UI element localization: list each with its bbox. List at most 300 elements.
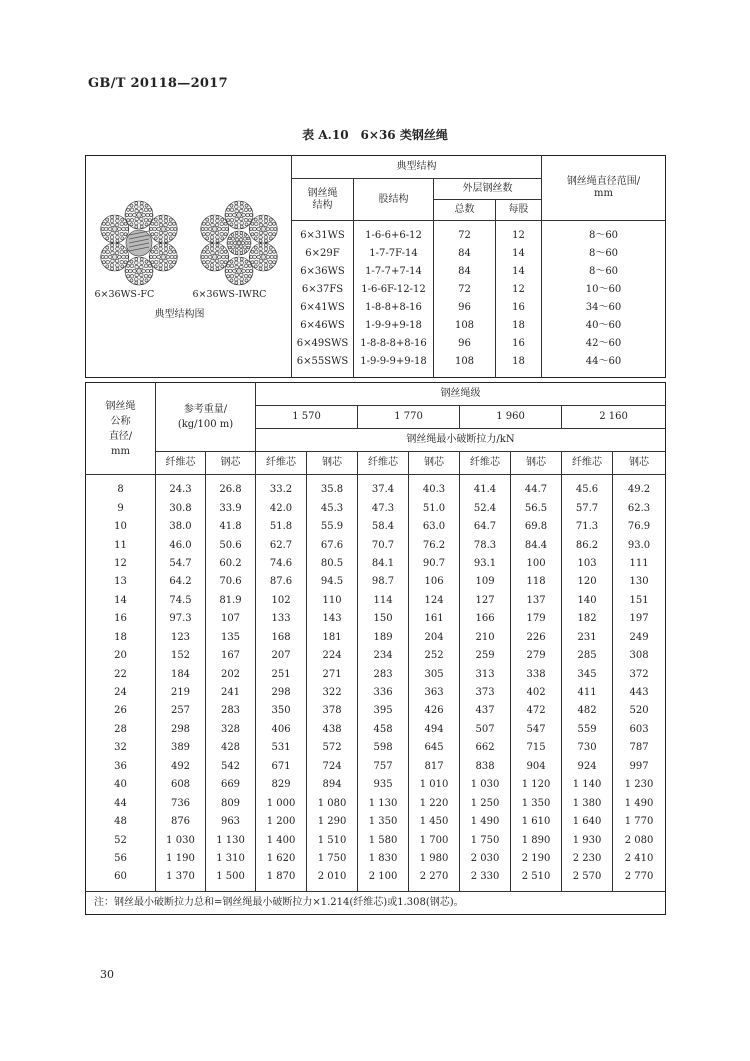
force-cell: 231 — [562, 629, 613, 647]
grade-header: 钢丝绳级 — [256, 383, 666, 406]
rope-structure-header: 钢丝绳 结构 — [292, 179, 354, 221]
force-cell: 1 080 — [307, 794, 358, 812]
force-cell: 103 — [562, 555, 613, 573]
force-cell: 1 870 — [256, 868, 307, 891]
force-cell: 817 — [409, 758, 460, 776]
diameter-cell: 12 — [114, 557, 127, 569]
force-cell: 189 — [358, 629, 409, 647]
force-cell: 603 — [613, 721, 666, 739]
diagram-label-fc: 6×36WS-FC — [94, 288, 155, 300]
table-row — [86, 776, 666, 794]
force-cell: 109 — [460, 573, 511, 591]
table-row — [86, 610, 666, 628]
diameter-cell: 10 — [114, 521, 127, 533]
force-cell: 56.5 — [511, 499, 562, 517]
force-cell: 924 — [562, 758, 613, 776]
table-row — [86, 665, 666, 683]
structure-table — [85, 155, 666, 378]
per-cell: 12 — [496, 221, 542, 246]
force-cell: 322 — [307, 684, 358, 702]
force-cell: 40.3 — [409, 475, 460, 500]
force-cell: 305 — [409, 665, 460, 683]
weight-steel-cell: 1 500 — [206, 868, 256, 891]
fiber-core-header: 纤维芯 — [358, 452, 409, 475]
weight-steel-cell: 135 — [206, 629, 256, 647]
range-cell: 44～60 — [542, 353, 666, 378]
diameter-cell: 24 — [114, 687, 127, 699]
force-cell: 45.3 — [307, 499, 358, 517]
force-cell: 598 — [358, 739, 409, 757]
force-cell: 1 350 — [358, 813, 409, 831]
weight-fiber-cell: 123 — [156, 629, 206, 647]
table-row — [86, 684, 666, 702]
table-row — [86, 702, 666, 720]
total-cell: 84 — [434, 263, 496, 281]
weight-steel-cell: 50.6 — [206, 536, 256, 554]
force-cell: 559 — [562, 721, 613, 739]
min-breaking-force-header: 钢丝绳最小破断拉力/kN — [256, 429, 666, 452]
force-cell: 1 380 — [562, 794, 613, 812]
fiber-core-header: 纤维芯 — [156, 452, 206, 475]
force-cell: 572 — [307, 739, 358, 757]
force-cell: 234 — [358, 647, 409, 665]
force-cell: 44.7 — [511, 475, 562, 500]
weight-fiber-cell: 38.0 — [156, 518, 206, 536]
weight-fiber-cell: 30.8 — [156, 499, 206, 517]
weight-fiber-cell: 608 — [156, 776, 206, 794]
force-cell: 829 — [256, 776, 307, 794]
force-cell: 94.5 — [307, 573, 358, 591]
force-cell: 935 — [358, 776, 409, 794]
force-cell: 207 — [256, 647, 307, 665]
typical-structure-header: 典型结构 — [292, 156, 542, 179]
force-cell: 120 — [562, 573, 613, 591]
table-row — [86, 536, 666, 554]
weight-fiber-cell: 24.3 — [156, 475, 206, 500]
range-cell: 42～60 — [542, 335, 666, 353]
force-cell: 252 — [409, 647, 460, 665]
per-strand-header: 每股 — [496, 200, 542, 221]
weight-fiber-cell: 492 — [156, 758, 206, 776]
force-cell: 730 — [562, 739, 613, 757]
force-cell: 308 — [613, 647, 666, 665]
weight-fiber-cell: 152 — [156, 647, 206, 665]
grade-1770: 1 770 — [358, 406, 460, 429]
force-cell: 2 030 — [460, 850, 511, 868]
weight-steel-cell: 26.8 — [206, 475, 256, 500]
force-cell: 87.6 — [256, 573, 307, 591]
diameter-cell: 60 — [114, 871, 127, 883]
force-cell: 111 — [613, 555, 666, 573]
weight-fiber-cell: 74.5 — [156, 592, 206, 610]
force-cell: 715 — [511, 739, 562, 757]
force-cell: 84.4 — [511, 536, 562, 554]
fiber-core-header: 纤维芯 — [562, 452, 613, 475]
force-cell: 143 — [307, 610, 358, 628]
table-row — [86, 518, 666, 536]
table-row — [86, 647, 666, 665]
force-cell: 259 — [460, 647, 511, 665]
diameter-cell: 56 — [114, 852, 127, 864]
force-cell: 150 — [358, 610, 409, 628]
total-cell: 72 — [434, 221, 496, 246]
force-cell: 1 830 — [358, 850, 409, 868]
outer-wires-header: 外层钢丝数 — [434, 179, 542, 200]
force-cell: 114 — [358, 592, 409, 610]
diameter-cell: 48 — [114, 816, 127, 828]
force-cell: 37.4 — [358, 475, 409, 500]
diameter-cell: 13 — [114, 576, 127, 588]
table-title: 表 A.10 6×36 类钢丝绳 — [302, 128, 448, 142]
range-cell: 10～60 — [542, 281, 666, 299]
force-cell: 35.8 — [307, 475, 358, 500]
weight-steel-cell: 41.8 — [206, 518, 256, 536]
weight-steel-cell: 241 — [206, 684, 256, 702]
force-cell: 507 — [460, 721, 511, 739]
weight-steel-cell: 1 130 — [206, 831, 256, 849]
per-cell: 12 — [496, 281, 542, 299]
range-cell: 40～60 — [542, 317, 666, 335]
table-row — [86, 868, 666, 891]
force-cell: 338 — [511, 665, 562, 683]
diameter-cell: 44 — [114, 797, 127, 809]
force-cell: 1 250 — [460, 794, 511, 812]
diameter-cell: 18 — [114, 631, 127, 643]
grade-1960: 1 960 — [460, 406, 562, 429]
force-cell: 494 — [409, 721, 460, 739]
per-cell: 16 — [496, 335, 542, 353]
strand-structure-header: 股结构 — [354, 179, 434, 221]
rope-cell: 6×37FS — [292, 281, 354, 299]
force-cell: 84.1 — [358, 555, 409, 573]
force-cell: 894 — [307, 776, 358, 794]
force-cell: 2 330 — [460, 868, 511, 891]
force-cell: 547 — [511, 721, 562, 739]
force-cell: 1 120 — [511, 776, 562, 794]
table-row — [86, 831, 666, 849]
diameter-cell: 20 — [114, 650, 127, 662]
force-cell: 133 — [256, 610, 307, 628]
force-cell: 130 — [613, 573, 666, 591]
standard-code: GB/T 20118—2017 — [88, 76, 228, 91]
force-cell: 210 — [460, 629, 511, 647]
strand-cell: 1-9-9-9+9-18 — [354, 353, 434, 378]
table-row — [86, 555, 666, 573]
force-cell: 100 — [511, 555, 562, 573]
strand-cell: 1-7-7+7-14 — [354, 263, 434, 281]
force-cell: 1 200 — [256, 813, 307, 831]
table-row — [86, 721, 666, 739]
weight-steel-cell: 1 310 — [206, 850, 256, 868]
diameter-cell: 8 — [86, 475, 156, 500]
force-cell: 373 — [460, 684, 511, 702]
force-cell: 1 770 — [613, 813, 666, 831]
force-cell: 51.0 — [409, 499, 460, 517]
weight-steel-cell: 283 — [206, 702, 256, 720]
force-cell: 671 — [256, 758, 307, 776]
table-row — [86, 475, 666, 500]
force-cell: 78.3 — [460, 536, 511, 554]
strand-cell: 1-6-6F-12-12 — [354, 281, 434, 299]
reference-weight-header: 参考重量/ (kg/100 m) — [156, 383, 256, 452]
force-cell: 102 — [256, 592, 307, 610]
force-cell: 298 — [256, 684, 307, 702]
per-cell: 14 — [496, 263, 542, 281]
force-cell: 197 — [613, 610, 666, 628]
force-cell: 2 570 — [562, 868, 613, 891]
strand-cell: 1-8-8-8+8-16 — [354, 335, 434, 353]
force-cell: 2 510 — [511, 868, 562, 891]
force-cell: 90.7 — [409, 555, 460, 573]
force-cell: 997 — [613, 758, 666, 776]
weight-fiber-cell: 184 — [156, 665, 206, 683]
force-cell: 93.1 — [460, 555, 511, 573]
force-cell: 76.9 — [613, 518, 666, 536]
force-cell: 98.7 — [358, 573, 409, 591]
force-cell: 757 — [358, 758, 409, 776]
force-cell: 1 930 — [562, 831, 613, 849]
per-cell: 18 — [496, 353, 542, 378]
force-cell: 70.7 — [358, 536, 409, 554]
table-row — [86, 592, 666, 610]
weight-fiber-cell: 1 190 — [156, 850, 206, 868]
total-cell: 84 — [434, 245, 496, 263]
force-cell: 1 490 — [613, 794, 666, 812]
force-cell: 438 — [307, 721, 358, 739]
total-cell: 108 — [434, 317, 496, 335]
weight-fiber-cell: 64.2 — [156, 573, 206, 591]
force-cell: 63.0 — [409, 518, 460, 536]
diameter-cell: 26 — [114, 705, 127, 717]
force-cell: 2 010 — [307, 868, 358, 891]
force-cell: 313 — [460, 665, 511, 683]
force-cell: 531 — [256, 739, 307, 757]
weight-steel-cell: 81.9 — [206, 592, 256, 610]
force-cell: 363 — [409, 684, 460, 702]
force-cell: 1 620 — [256, 850, 307, 868]
force-cell: 76.2 — [409, 536, 460, 554]
force-cell: 1 580 — [358, 831, 409, 849]
force-cell: 1 700 — [409, 831, 460, 849]
force-cell: 57.7 — [562, 499, 613, 517]
rope-cell: 6×46WS — [292, 317, 354, 335]
weight-fiber-cell: 736 — [156, 794, 206, 812]
force-cell: 86.2 — [562, 536, 613, 554]
force-cell: 1 130 — [358, 794, 409, 812]
range-cell: 8～60 — [542, 245, 666, 263]
table-row — [86, 629, 666, 647]
force-cell: 345 — [562, 665, 613, 683]
rope-cell: 6×36WS — [292, 263, 354, 281]
weight-steel-cell: 167 — [206, 647, 256, 665]
rope-diagrams — [87, 199, 291, 335]
weight-fiber-cell: 1 370 — [156, 868, 206, 891]
diagram-cell — [86, 156, 292, 378]
force-cell: 279 — [511, 647, 562, 665]
force-cell: 181 — [307, 629, 358, 647]
weight-steel-cell: 202 — [206, 665, 256, 683]
rope-cell: 6×49SWS — [292, 335, 354, 353]
force-cell: 33.2 — [256, 475, 307, 500]
weight-fiber-cell: 876 — [156, 813, 206, 831]
force-cell: 106 — [409, 573, 460, 591]
table-row — [86, 794, 666, 812]
force-cell: 1 490 — [460, 813, 511, 831]
force-cell: 1 610 — [511, 813, 562, 831]
force-cell: 1 400 — [256, 831, 307, 849]
force-cell: 2 100 — [358, 868, 409, 891]
weight-fiber-cell: 97.3 — [156, 610, 206, 628]
steel-core-header: 钢芯 — [307, 452, 358, 475]
force-cell: 41.4 — [460, 475, 511, 500]
grade-1570: 1 570 — [256, 406, 358, 429]
force-cell: 93.0 — [613, 536, 666, 554]
rope-cell: 6×29F — [292, 245, 354, 263]
total-cell: 72 — [434, 281, 496, 299]
weight-steel-cell: 809 — [206, 794, 256, 812]
force-cell: 271 — [307, 665, 358, 683]
force-cell: 204 — [409, 629, 460, 647]
steel-core-header: 钢芯 — [206, 452, 256, 475]
rope-cell: 6×41WS — [292, 299, 354, 317]
force-cell: 69.8 — [511, 518, 562, 536]
force-cell: 406 — [256, 721, 307, 739]
table-row — [86, 758, 666, 776]
rope-cell: 6×55SWS — [292, 353, 354, 378]
force-cell: 350 — [256, 702, 307, 720]
force-cell: 1 140 — [562, 776, 613, 794]
force-cell: 47.3 — [358, 499, 409, 517]
diameter-cell: 9 — [117, 502, 124, 514]
total-cell: 96 — [434, 299, 496, 317]
table-row — [86, 813, 666, 831]
weight-steel-cell: 33.9 — [206, 499, 256, 517]
force-cell: 118 — [511, 573, 562, 591]
diameter-cell: 28 — [114, 723, 127, 735]
range-cell: 34～60 — [542, 299, 666, 317]
force-cell: 904 — [511, 758, 562, 776]
force-cell: 1 000 — [256, 794, 307, 812]
force-cell: 64.7 — [460, 518, 511, 536]
grade-2160: 2 160 — [562, 406, 666, 429]
force-cell: 110 — [307, 592, 358, 610]
weight-steel-cell: 963 — [206, 813, 256, 831]
force-cell: 645 — [409, 739, 460, 757]
force-cell: 1 220 — [409, 794, 460, 812]
force-cell: 166 — [460, 610, 511, 628]
force-cell: 251 — [256, 665, 307, 683]
diameter-cell: 32 — [114, 742, 127, 754]
total-header: 总数 — [434, 200, 496, 221]
force-cell: 179 — [511, 610, 562, 628]
force-cell: 787 — [613, 739, 666, 757]
weight-fiber-cell: 389 — [156, 739, 206, 757]
weight-steel-cell: 107 — [206, 610, 256, 628]
total-cell: 108 — [434, 353, 496, 378]
force-cell: 724 — [307, 758, 358, 776]
force-cell: 1 750 — [307, 850, 358, 868]
diameter-cell: 14 — [114, 594, 127, 606]
steel-core-header: 钢芯 — [511, 452, 562, 475]
force-cell: 443 — [613, 684, 666, 702]
table-note: 注：钢丝最小破断拉力总和=钢丝绳最小破断拉力×1.214(纤维芯)或1.308(钢芯)。 — [86, 891, 666, 914]
weight-steel-cell: 428 — [206, 739, 256, 757]
force-cell: 1 230 — [613, 776, 666, 794]
weight-fiber-cell: 257 — [156, 702, 206, 720]
force-cell: 55.9 — [307, 518, 358, 536]
force-cell: 395 — [358, 702, 409, 720]
force-cell: 2 080 — [613, 831, 666, 849]
total-cell: 96 — [434, 335, 496, 353]
range-cell: 8～60 — [542, 221, 666, 246]
force-cell: 62.7 — [256, 536, 307, 554]
per-cell: 16 — [496, 299, 542, 317]
breaking-force-rows — [86, 475, 666, 892]
force-cell: 168 — [256, 629, 307, 647]
force-cell: 285 — [562, 647, 613, 665]
force-cell: 378 — [307, 702, 358, 720]
per-cell: 14 — [496, 245, 542, 263]
diameter-cell: 22 — [114, 668, 127, 680]
force-cell: 2 410 — [613, 850, 666, 868]
weight-steel-cell: 669 — [206, 776, 256, 794]
force-cell: 42.0 — [256, 499, 307, 517]
force-cell: 2 770 — [613, 868, 666, 891]
strand-cell: 1-9-9+9-18 — [354, 317, 434, 335]
table-row — [86, 850, 666, 868]
force-cell: 283 — [358, 665, 409, 683]
force-cell: 426 — [409, 702, 460, 720]
force-cell: 402 — [511, 684, 562, 702]
force-cell: 74.6 — [256, 555, 307, 573]
strand-cell: 1-8-8+8-16 — [354, 299, 434, 317]
weight-fiber-cell: 54.7 — [156, 555, 206, 573]
force-cell: 1 030 — [460, 776, 511, 794]
weight-steel-cell: 542 — [206, 758, 256, 776]
fiber-core-header: 纤维芯 — [256, 452, 307, 475]
weight-fiber-cell: 298 — [156, 721, 206, 739]
force-cell: 62.3 — [613, 499, 666, 517]
force-cell: 124 — [409, 592, 460, 610]
weight-fiber-cell: 1 030 — [156, 831, 206, 849]
force-cell: 336 — [358, 684, 409, 702]
force-cell: 1 640 — [562, 813, 613, 831]
force-cell: 224 — [307, 647, 358, 665]
force-cell: 1 350 — [511, 794, 562, 812]
force-cell: 1 510 — [307, 831, 358, 849]
force-cell: 67.6 — [307, 536, 358, 554]
page-number: 30 — [100, 968, 114, 981]
force-cell: 372 — [613, 665, 666, 683]
range-cell: 8～60 — [542, 263, 666, 281]
per-cell: 18 — [496, 317, 542, 335]
diagram-title: 典型结构图 — [154, 308, 205, 320]
steel-core-header: 钢芯 — [613, 452, 666, 475]
force-cell: 49.2 — [613, 475, 666, 500]
force-cell: 161 — [409, 610, 460, 628]
weight-steel-cell: 328 — [206, 721, 256, 739]
force-cell: 249 — [613, 629, 666, 647]
rope-cell: 6×31WS — [292, 221, 354, 246]
weight-steel-cell: 70.6 — [206, 573, 256, 591]
force-cell: 482 — [562, 702, 613, 720]
strand-cell: 1-6-6+6-12 — [354, 221, 434, 246]
force-cell: 411 — [562, 684, 613, 702]
weight-steel-cell: 60.2 — [206, 555, 256, 573]
force-cell: 458 — [358, 721, 409, 739]
force-cell: 1 290 — [307, 813, 358, 831]
breaking-force-table — [85, 382, 666, 915]
